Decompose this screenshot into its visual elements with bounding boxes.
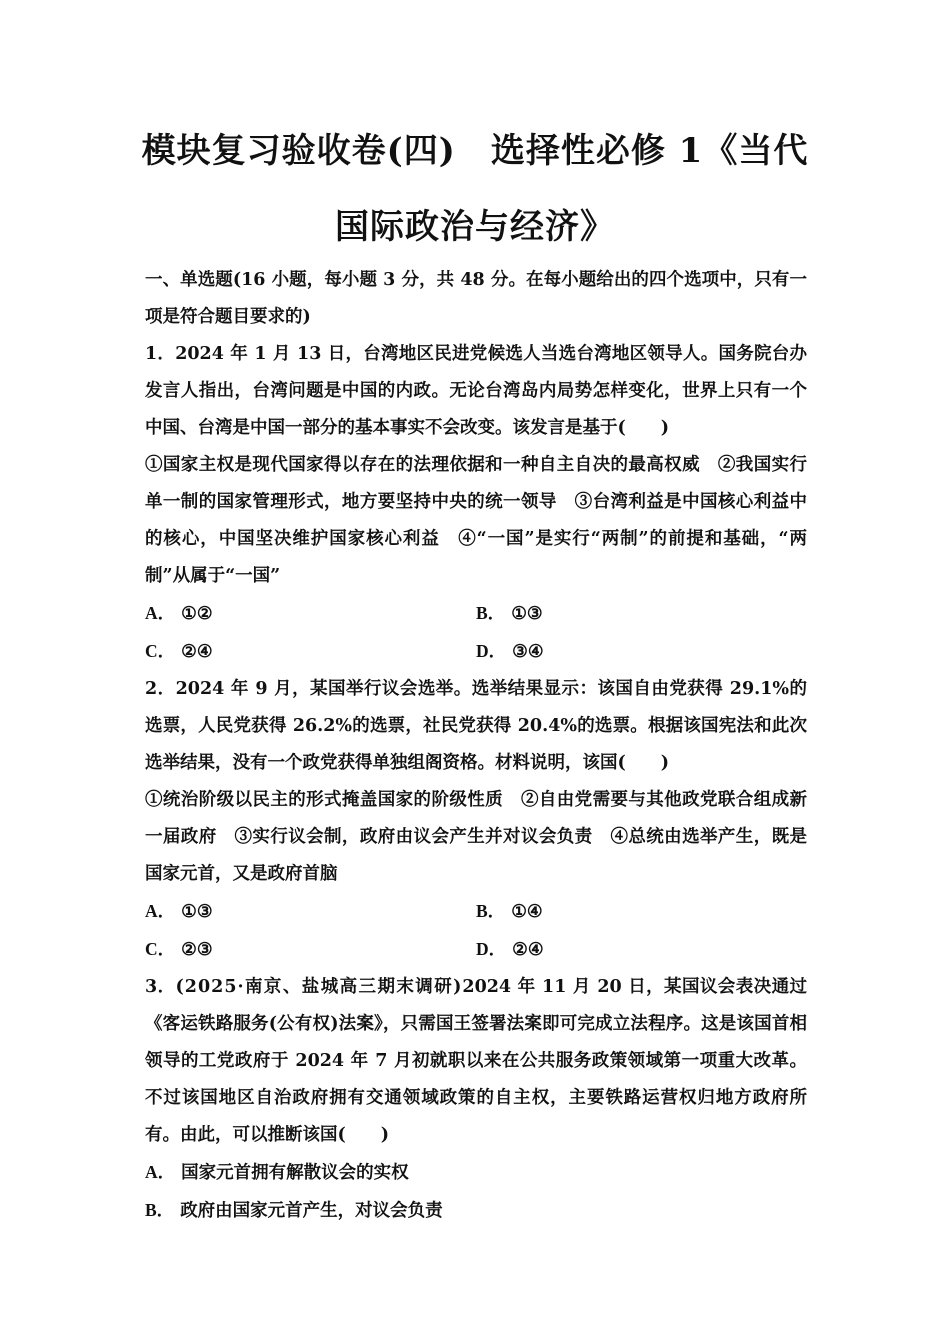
question-2-option-d[interactable]	[476, 931, 807, 969]
option-letter: C．	[145, 641, 176, 661]
option-text: ①②	[181, 604, 213, 624]
question-3-stem	[145, 969, 807, 1154]
question-2-stem: 2．2024 年 9 月，某国举行议会选举。选举结果显示：该国自由党获得 29.1%的选票，人民党获得 26.2%的选票，社民党获得 20.4%的选票。根据该国宪法和此次选举结果，没有一个政党获得单独组阁资格。材料说明，该国( )	[145, 679, 807, 773]
page-title-line2: 国际政治与经济》	[335, 207, 615, 247]
question-3-source: (2025·南京、盐城高三期末调研)	[175, 977, 463, 997]
option-text: ①③	[181, 902, 213, 922]
option-letter: D．	[476, 939, 507, 959]
question-1-option-d[interactable]	[476, 633, 807, 671]
section-heading: 一、单选题(16 小题，每小题 3 分，共 48 分。在每小题给出的四个选项中，只有一项是符合题目要求的)	[145, 270, 807, 327]
question-3-option-a[interactable]	[145, 1154, 807, 1192]
question-2-option-a[interactable]	[145, 893, 476, 931]
option-letter: B．	[476, 603, 506, 623]
exam-content	[145, 262, 807, 1230]
option-letter: A．	[145, 901, 176, 921]
option-text: ①④	[511, 902, 543, 922]
question-1-option-c[interactable]	[145, 633, 476, 671]
question-1-option-a[interactable]	[145, 595, 476, 633]
page-title-line1: 模块复习验收卷(四) 选择性必修 1《当代	[141, 131, 809, 171]
option-text: 政府由国家元首产生，对议会负责	[180, 1201, 443, 1221]
question-2-option-b[interactable]	[476, 893, 807, 931]
option-text: 国家元首拥有解散议会的实权	[181, 1163, 409, 1183]
option-text: ②③	[181, 940, 213, 960]
question-3-options	[145, 1154, 807, 1230]
question-1-options	[145, 595, 807, 671]
question-1-statements: ①国家主权是现代国家得以存在的法理依据和一种自主自决的最高权威 ②我国实行单一制的国家管理形式，地方要坚持中央的统一领导 ③台湾利益是中国核心利益中的核心，中国坚决维护国家核心利益 ④“一国”是实行“两制”的前提和基础，“两制”从属于“一国”	[145, 455, 807, 586]
question-3-number: 3．	[145, 977, 176, 997]
option-letter: C．	[145, 939, 176, 959]
question-3-text: 2024 年 11 月 20 日，某国议会表决通过《客运铁路服务(公有权)法案》，只需国王签署法案即可完成立法程序。这是该国首相领导的工党政府于 2024 年 7 月初就职以来在公共服务政策领域第一项重大改革。不过该国地区自治政府拥有交通领域政策的自主权，主要铁路运营权归地方政府所有。由此，可以推断该国( )	[145, 977, 807, 1145]
question-3-option-b[interactable]	[145, 1192, 807, 1230]
option-letter: A．	[145, 603, 176, 623]
question-2-options	[145, 893, 807, 969]
question-1-option-b[interactable]	[476, 595, 807, 633]
option-letter: B．	[145, 1200, 175, 1220]
option-text: ②④	[512, 940, 544, 960]
option-letter: D．	[476, 641, 507, 661]
option-text: ②④	[181, 642, 213, 662]
option-letter: B．	[476, 901, 506, 921]
option-text: ③④	[512, 642, 544, 662]
option-letter: A．	[145, 1162, 176, 1182]
question-1-stem: 1．2024 年 1 月 13 日，台湾地区民进党候选人当选台湾地区领导人。国务院台办发言人指出，台湾问题是中国的内政。无论台湾岛内局势怎样变化，世界上只有一个中国、台湾是中国一部分的基本事实不会改变。该发言是基于( )	[145, 344, 807, 438]
question-2-statements: ①统治阶级以民主的形式掩盖国家的阶级性质 ②自由党需要与其他政党联合组成新一届政府 ③实行议会制，政府由议会产生并对议会负责 ④总统由选举产生，既是国家元首，又是政府首脑	[145, 790, 807, 884]
option-text: ①③	[511, 604, 543, 624]
question-2-option-c[interactable]	[145, 931, 476, 969]
